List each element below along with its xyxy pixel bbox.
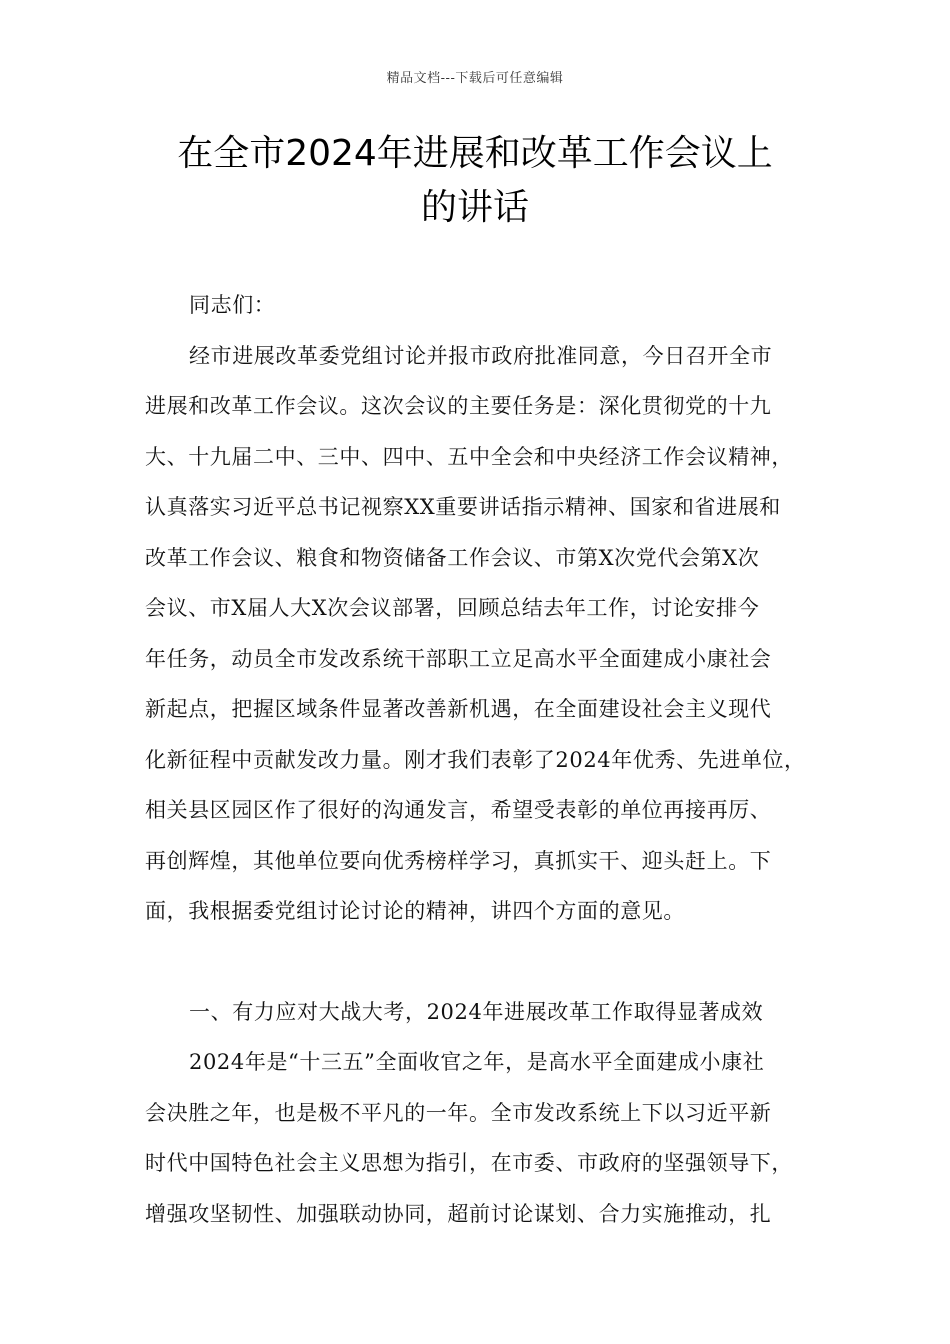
paragraph-line: 2024年是“十三五”全面收官之年，是高水平全面建成小康社 [189,1050,765,1074]
paragraph-line: 增强攻坚韧性、加强联动协同，超前讨论谋划、合力实施推动，扎 [145,1201,772,1226]
document-body [145,280,825,1239]
paragraph-line: 会议、市X届人大X次会议部署，回顾总结去年工作，讨论安排今 [145,596,760,620]
paragraph-line: 时代中国特色社会主义思想为指引，在市委、市政府的坚强领导下， [145,1151,793,1175]
paragraph-line: 面，我根据委党组讨论讨论的精神，讲四个方面的意见。 [145,899,685,923]
title-line-2: 的讲话 [420,187,529,228]
paragraph-line: 进展和改革工作会议。这次会议的主要任务是：深化贯彻党的十九 [145,394,772,418]
document-title [100,127,850,235]
paragraph-line: 新起点，把握区域条件显著改善新机遇，在全面建设社会主义现代 [145,697,772,721]
paragraph-line: 化新征程中贡献发改力量。刚才我们表彰了2024年优秀、先进单位， [145,747,806,772]
paragraph-line: 会决胜之年，也是极不平凡的一年。全市发改系统上下以习近平新 [145,1100,772,1125]
section-spacer [145,937,825,987]
paragraph-line: 大、十九届二中、三中、四中、五中全会和中央经济工作会议精神， [145,444,793,469]
paragraph-line: 相关县区园区作了很好的沟通发言，希望受表彰的单位再接再厉、 [145,798,772,822]
section-heading: 一、有力应对大战大考，2024年进展改革工作取得显著成效 [189,999,764,1024]
title-line-1: 在全市2024年进展和改革工作会议上 [177,133,773,174]
paragraph-2 [145,1037,825,1239]
salutation: 同志们： [189,293,276,317]
paragraph-line: 经市进展改革委党组讨论并报市政府批准同意，今日召开全市 [189,343,773,368]
document-header-note: 精品文档---下载后可任意编辑 [386,71,564,86]
paragraph-line: 再创辉煌，其他单位要向优秀榜样学习，真抓实干、迎头赶上。下 [145,848,772,873]
paragraph-line: 年任务，动员全市发改系统干部职工立足高水平全面建成小康社会 [145,646,772,671]
paragraph-1 [145,331,825,937]
paragraph-line: 改革工作会议、粮食和物资储备工作会议、市第X次党代会第X次 [145,545,760,570]
paragraph-line: 认真落实习近平总书记视察XX重要讲话指示精神、国家和省进展和 [145,495,781,519]
